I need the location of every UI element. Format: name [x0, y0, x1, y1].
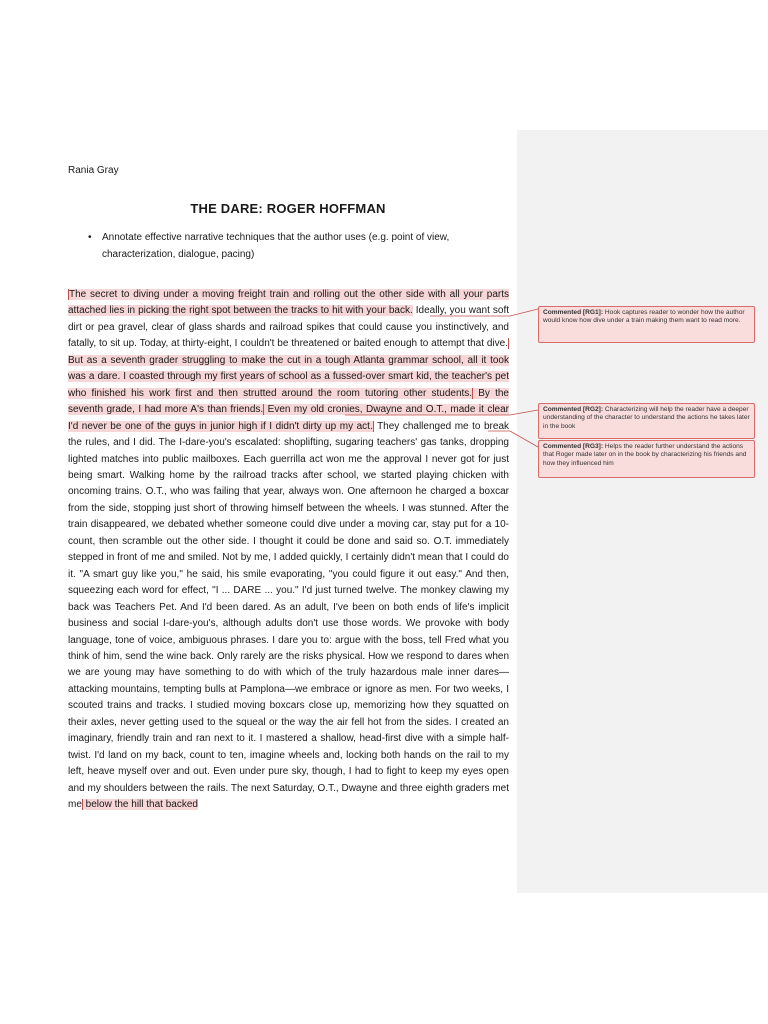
comment-rg2-tag: Commented [RG2]:	[543, 406, 604, 413]
connector-rg1	[430, 309, 538, 316]
connector-rg3	[488, 431, 538, 447]
comment-rg3-tag: Commented [RG3]:	[543, 443, 604, 450]
highlight-rg3[interactable]: Even my old cronies, Dwayne and O.T., made it clear I'd never be one of the guys in junior high if I didn't dirty up my act.	[68, 404, 509, 432]
comment-rg1[interactable]	[538, 306, 755, 343]
comment-rg3-text: Helps the reader further understand the actions that Roger made later on in the book by characterizing his friends and how they influenced him	[543, 443, 747, 467]
body-segment-2: Ideally, you want soft dirt or pea gravel, clear of glass shards and railroad spikes that could cause you instinctively, and fatally, to sit up. Today, at thirty-eight, I couldn't be threatened or baited enough to attempt that dive.	[68, 305, 509, 350]
highlight-rg2-a[interactable]: But as a seventh grader struggling to make the cut in a tough Atlanta grammar school, all it took was a dare. I coasted through my first years of school as a fussed-over smart kid, the teacher's pet who finished his work first and then strutted around the room tutoring other students.	[68, 338, 509, 398]
connector-rg2	[345, 410, 538, 415]
comment-rg2-text: Characterizing will help the reader have a deeper understanding of the character to understand the actions he takes later in the book	[543, 406, 750, 430]
comment-rg1-text: Hook captures reader to wonder how the author would know how dive under a train making them want to read more.	[543, 309, 745, 325]
bullet-icon: •	[88, 232, 92, 243]
comment-rg1-tag: Commented [RG1]:	[543, 309, 604, 316]
comment-rg3[interactable]	[538, 440, 755, 478]
highlight-rg3-tail[interactable]: They challenged me to break the rules, and I did. The I-dare-you's escalated: shoplifting, sugaring teachers' gas tanks, dropping lighted matches into public mailboxes. Each guerrilla act won me the approval I never got for just being smart. Walking home by the railroad tracks after school, we started playing chicken with oncoming trains. O.T., who was failing that year, always won. One afternoon he charged a boxcar from the side, stopping just short of throwing himself between the wheels. I was stunned. After the train disappeared, we debated whether someone could dive under a moving car, stay put for a 10-count, then scramble out the other side. I thought it could be done and said so. O.T. immediately stepped in front of me and smiled. Not by me, I added quickly, I certainly didn't mean that I could do it. "A smart guy like you," he said, his smile evaporating, "you could figure it out easy." And then, squeezing each word for effect, "I ... DARE ... you." I'd just turned twelve. The monkey clawing my back was Teachers Pet. And I'd been dared. As an adult, I've been on both ends of life's implicit business and social I-dare-you's, although adults don't use those words. We provoke with body language, tone of voice, ambiguous phrases. I dare you to: argue with the boss, tell Fred what you think of him, send the wine back. Only rarely are the risks physical. How we respond to dares when we are young may have something to do with which of the truly hazardous male inner dares—attacking mountains, tempting bulls at Pamplona—we embrace or ignore as men. For two weeks, I scouted trains and tracks. I studied moving boxcars close up, memorizing how they squatted on their axles, never getting used to the squeal or the way the air fell hot from the sides. I created an imaginary, friendly train and ran next to it. I mastered a shallow, head-first dive with a simple half-twist. I'd land on my back, count to ten, imagine wheels and, locking both hands on the rail to my left, heave myself over and out. Even under pure sky, though, I had to fight to keep my eyes open and my shoulders between the rails. The next Saturday, O.T., Dwayne and three eighth graders met me	[68, 420, 510, 811]
comment-rg2[interactable]	[538, 403, 755, 439]
highlight-rg4[interactable]: below the hill that backed	[82, 799, 198, 811]
instruction-text: Annotate effective narrative techniques that the author uses (e.g. point of view, characterization, dialogue, pacing)	[102, 232, 450, 260]
document-title: THE DARE: ROGER HOFFMAN	[190, 201, 386, 216]
highlight-rg2-b[interactable]: By the seventh grade, I had more A's than friends.	[68, 387, 509, 416]
author-name: Rania Gray	[68, 165, 119, 176]
highlight-rg1[interactable]: The secret to diving under a moving freight train and rolling out the other side with all your parts attached lies in picking the right spot between the tracks to hit with your back.	[68, 289, 509, 317]
